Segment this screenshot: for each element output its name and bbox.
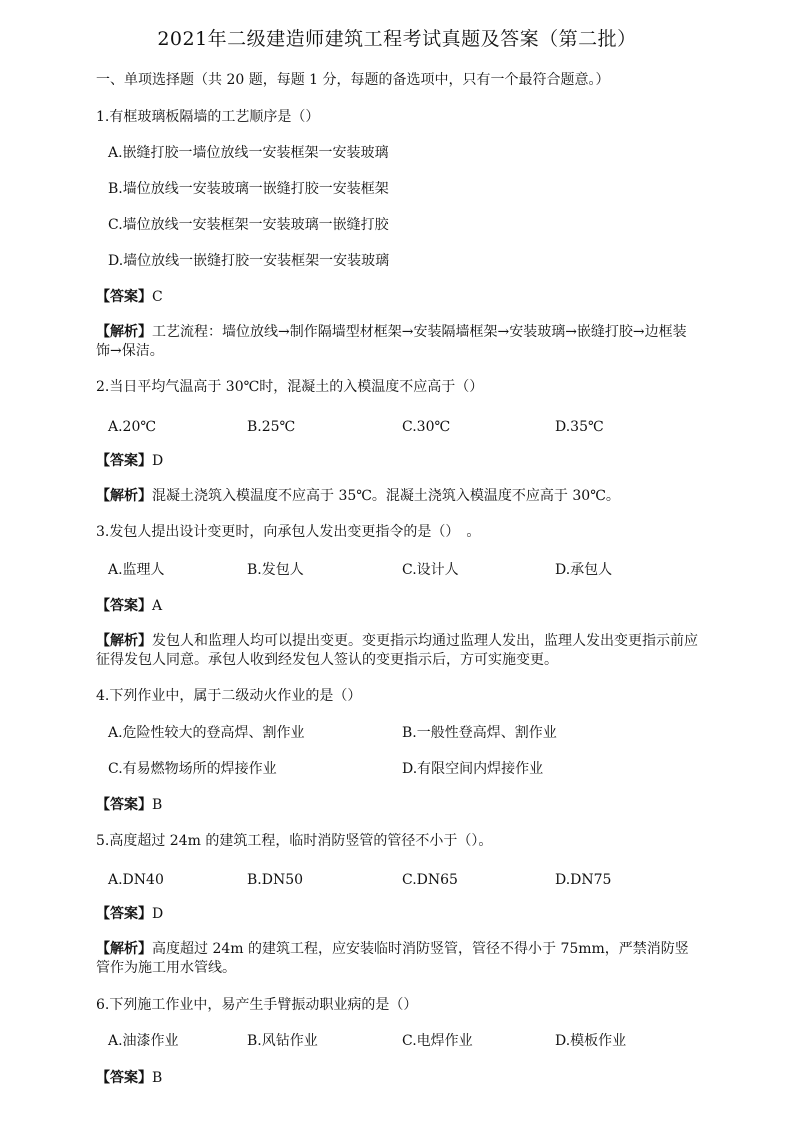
question-3-option-d: D.承包人 [555, 562, 613, 578]
answer-tag: 【答案】 [96, 453, 152, 469]
answer-value: B [152, 797, 163, 813]
question-1-analysis [96, 323, 700, 361]
question-2-answer [96, 452, 163, 470]
question-5-answer [96, 905, 163, 923]
question-3-options [108, 561, 708, 579]
question-6-option-b: B.风钻作业 [247, 1033, 318, 1049]
question-1-option-d: D.墙位放线一嵌缝打胶一安装框架一安装玻璃 [108, 253, 390, 269]
question-1-option-a: A.嵌缝打胶一墙位放线一安装框架一安装玻璃 [108, 145, 389, 161]
question-6-answer [96, 1069, 162, 1087]
question-3-option-b: B.发包人 [247, 562, 304, 578]
analysis-tag: 【解析】 [96, 941, 152, 957]
question-3-option-c: C.设计人 [402, 562, 459, 578]
question-2-option-a: A.20℃ [108, 419, 157, 435]
answer-value: C [152, 289, 163, 305]
question-5-analysis [96, 940, 700, 978]
question-3-stem: 3.发包人提出设计变更时，向承包人发出变更指令的是（） 。 [96, 524, 481, 540]
answer-tag: 【答案】 [96, 1070, 152, 1086]
question-5-option-b: B.DN50 [247, 872, 304, 888]
question-1-option-b: B.墙位放线一安装玻璃一嵌缝打胶一安装框架 [108, 181, 389, 197]
analysis-text: 高度超过 24m 的建筑工程，应安装临时消防竖管，管径不得小于 75mm，严禁消防竖管作为施工用水管线。 [96, 941, 689, 976]
question-5-option-d: D.DN75 [555, 872, 612, 888]
analysis-text: 混凝土浇筑入模温度不应高于 35℃。混凝土浇筑入模温度不应高于 30℃。 [152, 488, 620, 504]
answer-tag: 【答案】 [96, 797, 152, 813]
section-heading: 一、单项选择题（共 20 题，每题 1 分，每题的备选项中，只有一个最符合题意。） [96, 72, 610, 88]
question-5-options [108, 871, 708, 889]
question-6-option-a: A.油漆作业 [108, 1033, 179, 1049]
answer-tag: 【答案】 [96, 906, 152, 922]
question-4-option-c: C.有易燃物场所的焊接作业 [108, 761, 277, 777]
answer-value: D [152, 453, 164, 469]
answer-value: D [152, 906, 164, 922]
question-4-option-d: D.有限空间内焊接作业 [402, 761, 544, 777]
question-4-stem: 4.下列作业中，属于二级动火作业的是（） [96, 688, 362, 704]
answer-tag: 【答案】 [96, 289, 152, 305]
analysis-tag: 【解析】 [96, 324, 152, 340]
question-2-stem: 2.当日平均气温高于 30℃时，混凝土的入模温度不应高于（） [96, 379, 484, 395]
question-4-option-a: A.危险性较大的登高焊、割作业 [108, 725, 305, 741]
question-4-option-b: B.一般性登高焊、割作业 [402, 725, 557, 741]
question-4-answer [96, 796, 162, 814]
question-2-options [108, 418, 708, 436]
question-2-option-c: C.30℃ [402, 419, 451, 435]
question-2-option-d: D.35℃ [555, 419, 604, 435]
analysis-text: 发包人和监理人均可以提出变更。变更指示均通过监理人发出，监理人发出变更指示前应征得发包人同意。承包人收到经发包人签认的变更指示后，方可实施变更。 [96, 633, 698, 668]
question-5-option-c: C.DN65 [402, 872, 458, 888]
question-1-answer [96, 288, 163, 306]
answer-tag: 【答案】 [96, 598, 152, 614]
answer-value: A [152, 598, 163, 614]
analysis-tag: 【解析】 [96, 488, 152, 504]
question-6-option-c: C.电焊作业 [402, 1033, 473, 1049]
question-6-stem: 6.下列施工作业中，易产生手臂振动职业病的是（） [96, 997, 418, 1013]
question-5-option-a: A.DN40 [108, 872, 164, 888]
question-5-stem: 5.高度超过 24m 的建筑工程，临时消防竖管的管径不小于（）。 [96, 833, 493, 849]
answer-value: B [152, 1070, 163, 1086]
question-1-option-c: C.墙位放线一安装框架一安装玻璃一嵌缝打胶 [108, 217, 389, 233]
question-3-option-a: A.监理人 [108, 562, 165, 578]
analysis-text: 工艺流程：墙位放线→制作隔墙型材框架→安装隔墙框架→安装玻璃→嵌缝打胶→边框装饰→保洁。 [96, 324, 687, 359]
question-2-analysis [96, 487, 700, 506]
question-6-option-d: D.模板作业 [555, 1033, 627, 1049]
analysis-tag: 【解析】 [96, 633, 152, 649]
question-4-options-row-2 [108, 760, 708, 778]
question-6-options [108, 1032, 708, 1050]
question-4-options-row-1 [108, 724, 708, 742]
question-1-stem: 1.有框玻璃板隔墙的工艺顺序是（） [96, 109, 320, 125]
question-2-option-b: B.25℃ [247, 419, 296, 435]
question-3-analysis [96, 632, 700, 670]
question-3-answer [96, 597, 162, 615]
document-title: 2021年二级建造师建筑工程考试真题及答案（第二批） [157, 28, 637, 50]
